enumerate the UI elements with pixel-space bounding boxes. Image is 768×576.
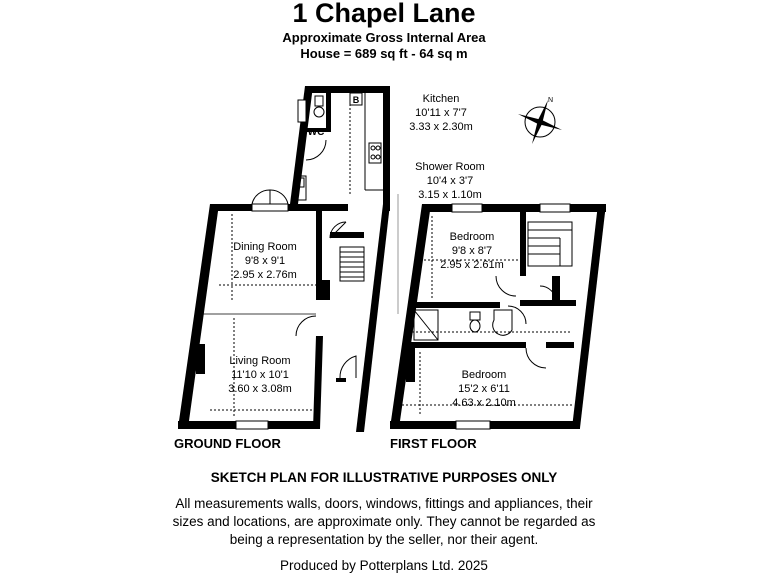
bedroom2-metric: 4.63 x 2.10m [452, 397, 516, 409]
svg-text:N: N [548, 97, 554, 104]
disclaimer-line-3: being a representation by the seller, nor their agent. [229, 532, 539, 547]
bedroom1-name: Bedroom [449, 231, 495, 243]
living-name: Living Room [229, 355, 291, 367]
kitchen-name: Kitchen [422, 93, 460, 105]
dining-imperial: 9'8 x 9'1 [244, 255, 286, 267]
bedroom2-imperial: 15'2 x 6'11 [458, 383, 510, 395]
disclaimer-heading: SKETCH PLAN FOR ILLUSTRATIVE PURPOSES ONLY [210, 470, 558, 485]
living-imperial: 11'10 x 10'1 [231, 369, 289, 381]
ground-floor-fittings [200, 93, 383, 416]
boiler-label: B [352, 95, 360, 105]
compass-rose-icon [518, 97, 562, 144]
producer-credit: Produced by Potterplans Ltd. 2025 [280, 558, 488, 573]
disclaimer-line-2: sizes and locations, are approximate only. They cannot be regarded as [172, 514, 596, 529]
shower-metric: 3.15 x 1.10m [418, 189, 482, 201]
area-total: House = 689 sq ft - 64 sq m [300, 46, 468, 61]
dining-name: Dining Room [233, 241, 297, 253]
living-metric: 3.60 x 3.08m [228, 383, 292, 395]
ground-floor-label: GROUND FLOOR [174, 436, 281, 451]
first-floor-label: FIRST FLOOR [390, 436, 477, 451]
kitchen-imperial: 10'11 x 7'7 [415, 107, 467, 119]
bedroom1-metric: 2.95 x 2.61m [440, 259, 504, 271]
kitchen-metric: 3.33 x 2.30m [409, 121, 473, 133]
disclaimer-line-1: All measurements walls, doors, windows, fittings and appliances, their [175, 496, 593, 511]
property-title: 1 Chapel Lane [292, 0, 476, 28]
shower-name: Shower Room [415, 161, 485, 173]
bedroom1-imperial: 9'8 x 8'7 [451, 245, 493, 257]
wc-label: WC [307, 127, 325, 138]
bedroom2-name: Bedroom [461, 369, 507, 381]
shower-imperial: 10'4 x 3'7 [426, 175, 474, 187]
area-subtitle: Approximate Gross Internal Area [282, 30, 486, 45]
first-floor-walls [390, 204, 606, 429]
dining-metric: 2.95 x 2.76m [233, 269, 297, 281]
